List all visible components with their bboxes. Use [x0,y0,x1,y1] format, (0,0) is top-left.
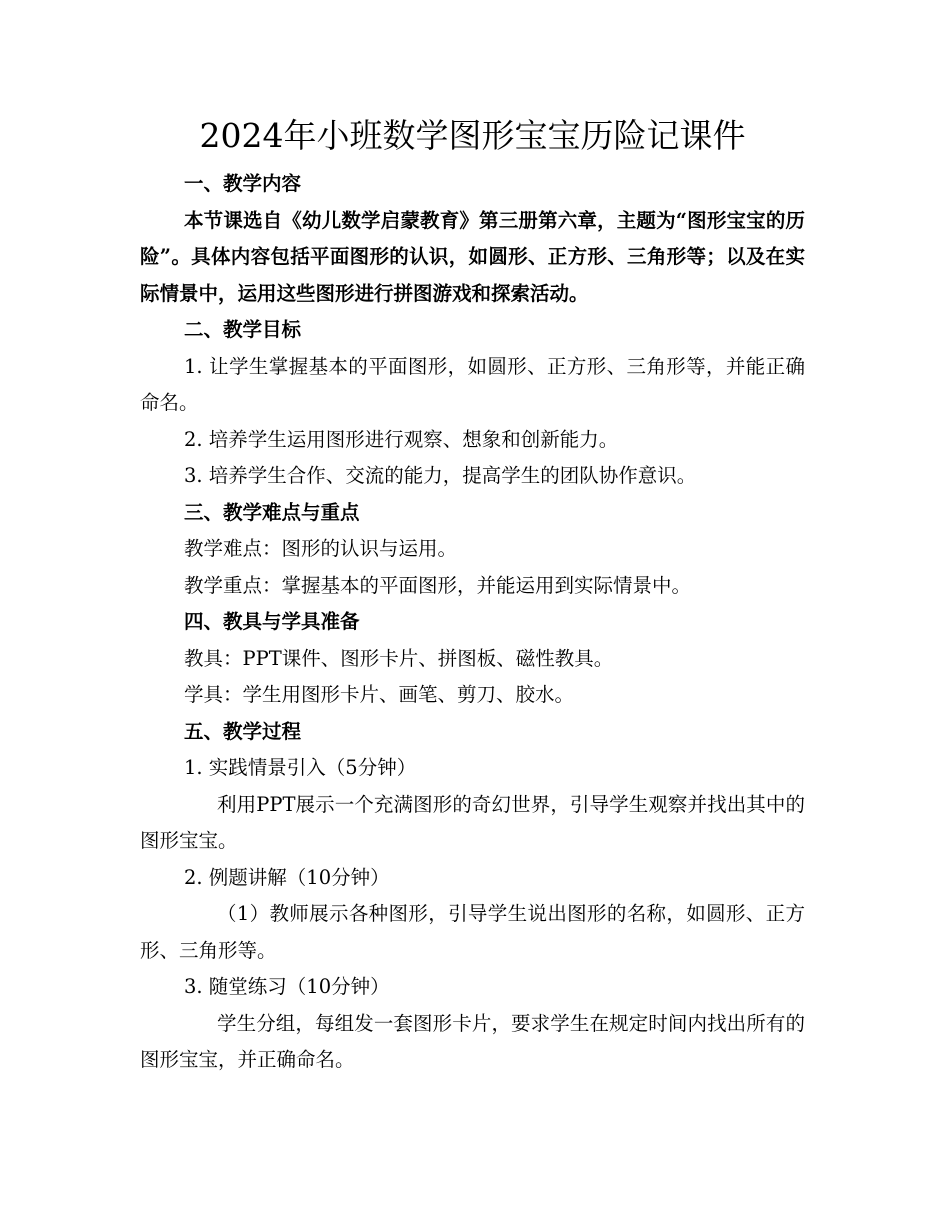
section-heading-teaching-content: 一、教学内容 [184,172,302,195]
teaching-key-point: 教学重点：掌握基本的平面图形，并能运用到实际情景中。 [184,573,692,597]
section-heading-difficulty-key-points: 三、教学难点与重点 [184,500,360,524]
process-step-1-title: 1. 实践情景引入（5分钟） [184,756,417,779]
goal-item-2: 2. 培养学生运用图形进行观察、想象和创新能力。 [184,427,619,451]
goal-item-1: 1. 让学生掌握基本的平面图形，如圆形、正方形、三角形等，并能正确命名。 [140,354,805,414]
section-heading-teaching-goals: 二、教学目标 [184,318,302,341]
student-tools: 学具：学生用图形卡片、画笔、剪刀、胶水。 [184,683,575,706]
teaching-content-paragraph: 本节课选自《幼儿数学启蒙教育》第三册第六章，主题为“图形宝宝的历险”。具体内容包括平面图形的认识，如圆形、正方形、三角形等；以及在实际情景中，运用这些图形进行拼图游戏和探索活动。 [140,208,805,305]
section-heading-teaching-process: 五、教学过程 [184,719,302,743]
process-step-2-body: （1）教师展示各种图形，引导学生说出图形的名称，如圆形、正方形、三角形等。 [140,902,805,962]
process-step-3-title: 3. 随堂练习（10分钟） [184,975,390,998]
teaching-difficulty: 教学难点：图形的认识与运用。 [184,537,458,560]
section-heading-tools-preparation: 四、教具与学具准备 [184,610,360,633]
goal-item-3: 3. 培养学生合作、交流的能力，提高学生的团队协作意识。 [184,464,697,487]
document-title: 2024年小班数学图形宝宝历险记课件 [199,116,746,155]
teacher-tools: 教具：PPT课件、图形卡片、拼图板、磁性教具。 [184,646,614,670]
process-step-2-title: 2. 例题讲解（10分钟） [184,865,390,889]
document-body [140,108,805,1079]
process-step-1-body: 利用PPT展示一个充满图形的奇幻世界，引导学生观察并找出其中的图形宝宝。 [140,792,805,852]
process-step-3-body: 学生分组，每组发一套图形卡片，要求学生在规定时间内找出所有的图形宝宝，并正确命名。 [140,1011,805,1071]
